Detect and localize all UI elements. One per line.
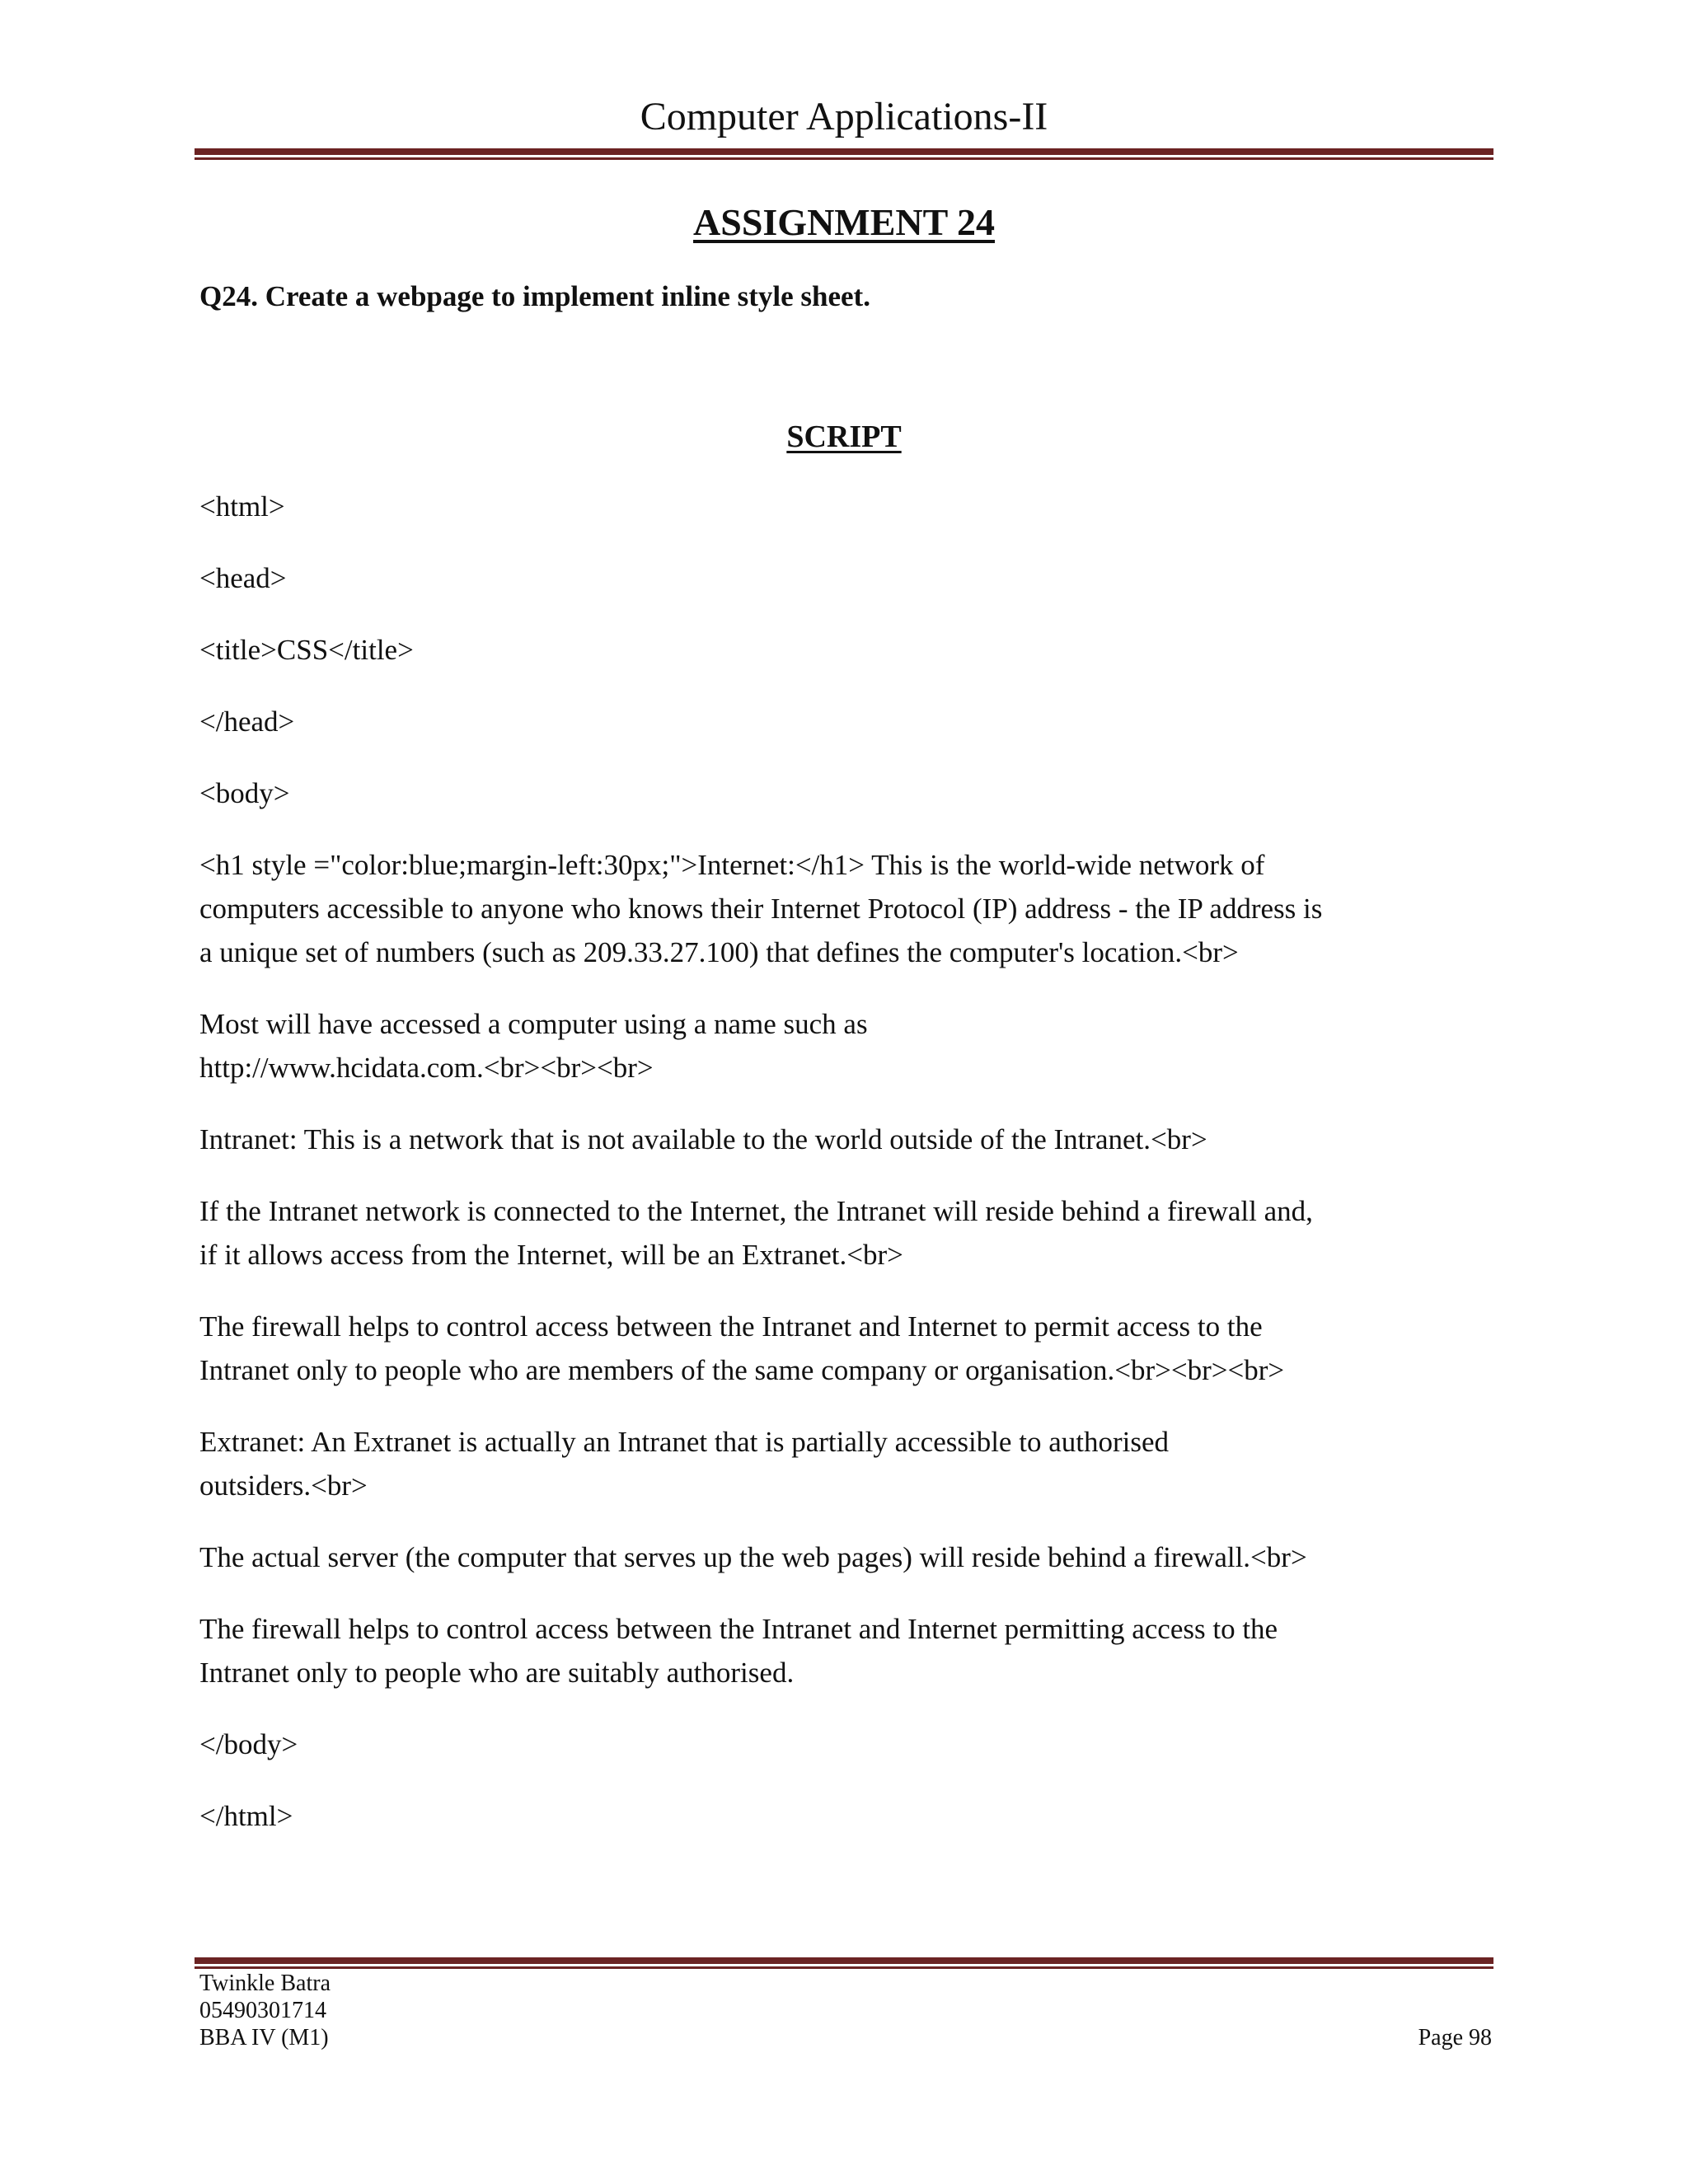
paragraph-line: outsiders.<br> <box>199 1469 368 1502</box>
running-header-title: Computer Applications-II <box>640 95 1048 138</box>
footer-class: BBA IV (M1) <box>199 2025 329 2050</box>
assignment-title: ASSIGNMENT 24 <box>693 201 995 243</box>
paragraph-intranet <box>199 1118 1493 1161</box>
paragraph-line: Most will have accessed a computer using a name such as <box>199 1008 868 1040</box>
paragraph-line: Extranet: An Extranet is actually an Intranet that is partially accessible to authorised <box>199 1426 1169 1458</box>
paragraph-actual-server <box>199 1535 1493 1579</box>
code-line-html-close: </html> <box>199 1800 293 1832</box>
paragraph-firewall-1 <box>199 1305 1493 1392</box>
paragraph-most-will <box>199 1002 1493 1090</box>
paragraph-line: Intranet: This is a network that is not available to the world outside of the Intranet.<br> <box>199 1123 1207 1155</box>
paragraph-line: If the Intranet network is connected to the Internet, the Intranet will reside behind a firewall and, <box>199 1195 1313 1227</box>
paragraph-extranet <box>199 1420 1493 1507</box>
paragraph-line: Intranet only to people who are members of the same company or organisation.<br><br><br> <box>199 1354 1285 1386</box>
page-number: Page 98 <box>1418 2025 1492 2050</box>
header-rule <box>195 148 1493 160</box>
paragraph-line: Intranet only to people who are suitably authorised. <box>199 1657 795 1689</box>
footer-author-block <box>199 1970 331 2051</box>
paragraph-line: <h1 style ="color:blue;margin-left:30px;">Internet:</h1> This is the world-wide network of <box>199 849 1265 881</box>
paragraph-line: computers accessible to anyone who knows their Internet Protocol (IP) address - the IP address is <box>199 893 1323 925</box>
paragraph-line: The actual server (the computer that serves up the web pages) will reside behind a firewall.<br> <box>199 1541 1307 1573</box>
paragraph-line: a unique set of numbers (such as 209.33.27.100) that defines the computer's location.<br> <box>199 936 1239 968</box>
paragraph-line: if it allows access from the Internet, will be an Extranet.<br> <box>199 1239 903 1271</box>
paragraph-line: The firewall helps to control access between the Intranet and Internet permitting access to the <box>199 1613 1278 1645</box>
paragraph-internet <box>199 843 1493 974</box>
code-line-head-close: </head> <box>199 705 295 738</box>
paragraph-line: http://www.hcidata.com.<br><br><br> <box>199 1052 654 1084</box>
paragraph-line: The firewall helps to control access between the Intranet and Internet to permit access to the <box>199 1310 1263 1343</box>
question-text: Q24. Create a webpage to implement inline style sheet. <box>199 280 870 312</box>
footer-roll-number: 05490301714 <box>199 1998 326 2023</box>
script-body <box>199 485 1493 1866</box>
paragraph-intranet-connected <box>199 1189 1493 1277</box>
code-line-html-open: <html> <box>199 490 285 523</box>
footer-rule <box>195 1957 1493 1969</box>
paragraph-firewall-2 <box>199 1607 1493 1694</box>
script-heading: SCRIPT <box>786 419 902 454</box>
code-line-title: <title>CSS</title> <box>199 634 414 666</box>
code-line-body-close: </body> <box>199 1728 298 1760</box>
code-line-head-open: <head> <box>199 562 287 594</box>
footer-author-name: Twinkle Batra <box>199 1971 331 1996</box>
code-line-body-open: <body> <box>199 777 290 809</box>
